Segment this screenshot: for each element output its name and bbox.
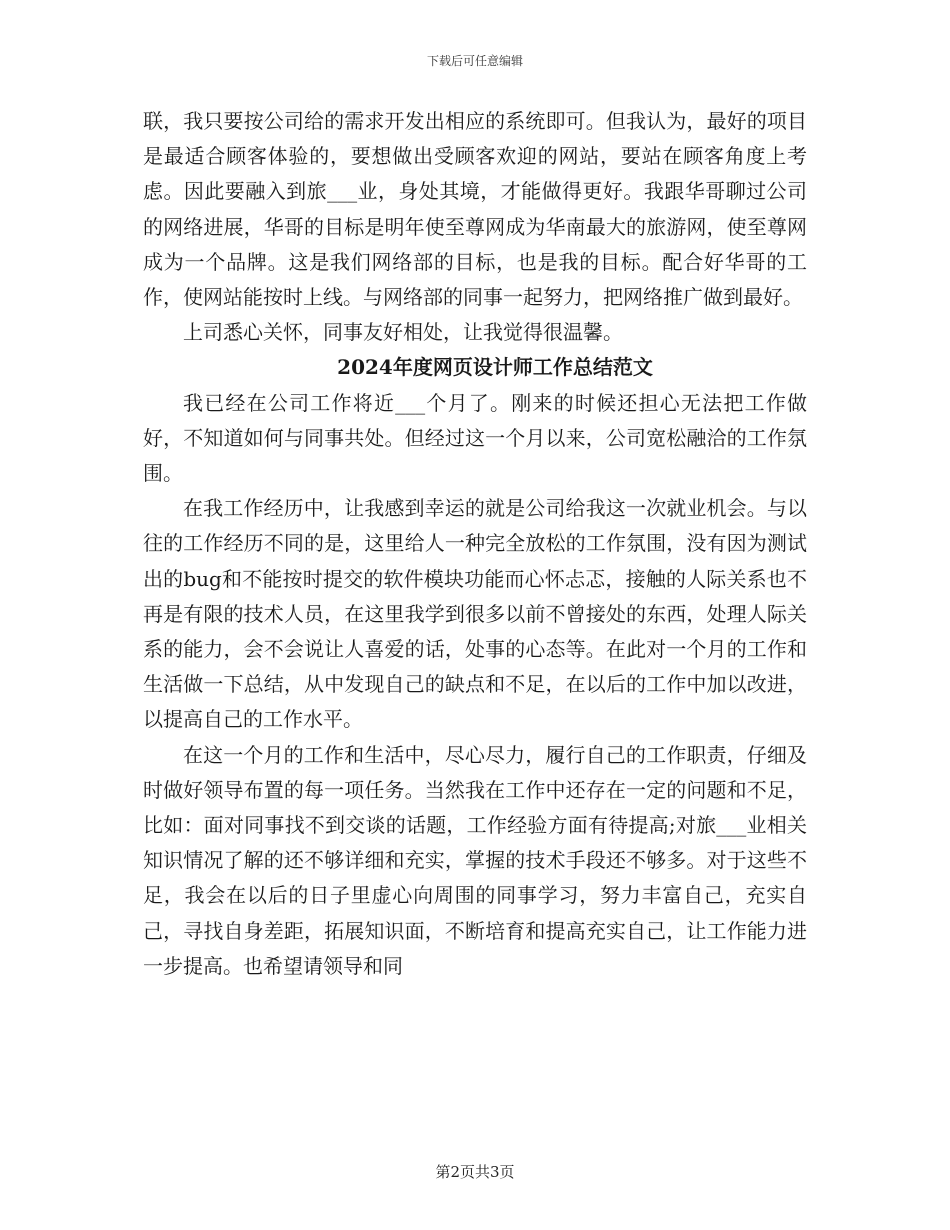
section-title: 2024年度网页设计师工作总结范文 [337, 355, 653, 380]
paragraph-continued: 联，我只要按公司给的需求开发出相应的系统即可。但我认为，最好的项目是最适合顾客体验的，要想做出受顾客欢迎的网站，要站在顾客角度上考虑。因此要融入到旅___业，身处其境，才能做得更好。我跟华哥聊过公司的网络进展，华哥的目标是明年使至尊网成为华南最大的旅游网，使至尊网成为一个品牌。这是我们网络部的目标，也是我的目标。配合好华哥的工作，使网站能按时上线。与网络部的同事一起努力，把网络推广做到最好。 [143, 109, 807, 310]
paragraph-2: 在我工作经历中，让我感到幸运的就是公司给我这一次就业机会。与以往的工作经历不同的是，这里给人一种完全放松的工作氛围，没有因为测试出的bug和不能按时提交的软件模块功能而心怀忐忑，接触的人际关系也不再是有限的技术人员，在这里我学到很多以前不曾接处的东西，处理人际关系的能力，会不会说让人喜爱的话，处事的心态等。在此对一个月的工作和生活做一下总结，从中发现自己的缺点和不足，在以后的工作中加以改进，以提高自己的工作水平。 [143, 496, 807, 732]
paragraph-3: 在这一个月的工作和生活中，尽心尽力，履行自己的工作职责，仔细及时做好领导布置的每一项任务。当然我在工作中还存在一定的问题和不足，比如：面对同事找不到交谈的话题，工作经验方面有待提高;对旅___业相关知识情况了解的还不够详细和充实，掌握的技术手段还不够多。对于这些不足，我会在以后的日子里虚心向周围的同事学习，努力丰富自己，充实自己，寻找自身差距，拓展知识面，不断培育和提高充实自己，让工作能力进一步提高。也希望请领导和同 [143, 742, 807, 978]
page-header-note: 下载后可任意编辑 [426, 54, 523, 68]
document-body [143, 104, 807, 984]
paragraph-colleagues: 上司悉心关怀，同事友好相处，让我觉得很温馨。 [183, 320, 623, 345]
page-number-footer: 第2页共3页 [435, 1163, 515, 1181]
paragraph-1: 我已经在公司工作将近___个月了。刚来的时候还担心无法把工作做好，不知道如何与同事共处。但经过这一个月以来，公司宽松融洽的工作氛围。 [143, 390, 807, 486]
